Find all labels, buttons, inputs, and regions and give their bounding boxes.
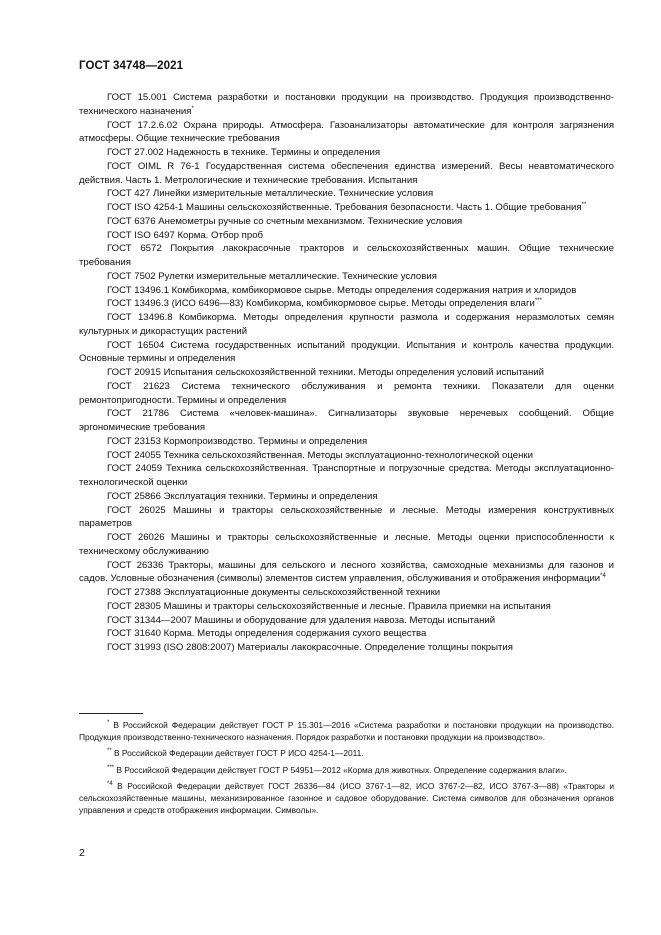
reference-code: ГОСТ 6572 — [107, 243, 162, 255]
reference-code: ГОСТ 26025 — [107, 504, 166, 516]
footnote-item — [79, 780, 614, 817]
reference-code: ГОСТ OIML R 76-1 — [107, 160, 200, 172]
reference-code: ГОСТ 23153 — [107, 435, 161, 447]
reference-title: Машины сельскохозяйственные. Требования безопасности. Часть 1. Общие требования — [186, 202, 582, 213]
reference-title: Комбикорма, комбикормовое сырье. Методы определения влаги — [246, 298, 535, 310]
footnote-text: В Российской Федерации действует ГОСТ 26336—84 (ИСО 3767-1—82, ИСО 3767-2—82, ИСО 3767-3—88) «Тракторы и сельскохозяйственные машины, механизированное газонное и садовое оборудование. Система символов для обозначения органов управления и средств отображения информации. Символы». — [79, 780, 615, 816]
footnote-item — [79, 719, 614, 743]
reference-item — [79, 641, 614, 655]
reference-title: Система «человек-машина». Сигнализаторы звуковые неречевых сообщений. Общие эргономические требования — [79, 408, 615, 433]
reference-title: Испытания сельскохозяйственной техники. Методы определения условий испытаний — [163, 367, 544, 378]
reference-item — [79, 600, 614, 614]
reference-item — [79, 614, 614, 628]
reference-code: ГОСТ 16504 — [107, 339, 165, 351]
reference-code: ГОСТ 27.002 — [107, 147, 164, 158]
reference-item — [79, 201, 614, 215]
footnotes-list — [79, 719, 614, 820]
reference-code: ГОСТ 25866 — [107, 490, 161, 502]
footnote-text: В Российской Федерации действует ГОСТ Р 15.301—2016 «Система разработки и постановки продукции на производство. Продукция производственно-технического назначения. Порядок разработки и постановки продукции на производство». — [79, 720, 615, 743]
reference-code: ГОСТ 7502 — [107, 270, 156, 282]
reference-item — [79, 229, 614, 243]
reference-title: Анемометры ручные со счетным механизмом. Технические условия — [158, 215, 463, 227]
reference-title: Система технического обслуживания и ремонта техники. Показатели для оценки ремонтопригодности. Термины и определения — [79, 380, 614, 406]
footnote-marker: ** — [581, 202, 587, 208]
reference-item — [79, 504, 614, 532]
reference-title: Система разработки и постановки продукции на производство. Продукция производственно-технического назначения — [79, 92, 614, 117]
page-number: 2 — [79, 847, 85, 859]
reference-item — [79, 531, 614, 559]
reference-title: Эксплуатационные документы сельскохозяйственной техники — [163, 587, 441, 598]
reference-code: ГОСТ 31344—2007 — [107, 614, 192, 626]
reference-title: Государственная система обеспечения единства измерений. Весы неавтоматического действия. Часть 1. Метрологические и технические требования. Испытания — [79, 160, 614, 186]
reference-code: ГОСТ 13496.1 — [107, 284, 169, 296]
reference-title: Корма. Методы определения содержания сухого вещества — [163, 628, 427, 640]
reference-item — [79, 339, 614, 367]
reference-title: Охрана природы. Атмосфера. Газоанализаторы автоматические для контроля загрязнения атмосферы. Общие технические требования — [79, 119, 615, 145]
reference-code: ГОСТ 27388 — [107, 587, 161, 598]
reference-code: ГОСТ 26026 — [107, 532, 165, 543]
reference-title: Корма. Отбор проб — [177, 229, 264, 241]
reference-item — [79, 559, 614, 587]
reference-item — [79, 215, 614, 229]
reference-title: Машины и оборудование для удаления навоза. Методы испытаний — [194, 614, 496, 626]
footnote-marker: * — [107, 720, 110, 726]
reference-item — [79, 366, 614, 380]
reference-code: ГОСТ ISO 4254-1 — [107, 202, 184, 213]
reference-code: ГОСТ 13496.8 — [107, 312, 173, 323]
reference-item — [79, 380, 614, 408]
reference-code: ГОСТ 6376 — [107, 215, 156, 227]
reference-code: ГОСТ 21786 — [107, 408, 170, 420]
reference-title: Покрытия лакокрасочные тракторов и сельскохозяйственных машин. Общие технические требования — [79, 243, 614, 268]
reference-title: Машины и тракторы сельскохозяйственные и лесные. Методы оценки приспособленности к техническому обслуживанию — [79, 532, 615, 557]
reference-title: Техника сельскохозяйственная. Методы эксплуатационно-технологической оценки — [163, 449, 533, 461]
reference-item — [79, 119, 614, 147]
reference-item — [79, 284, 614, 298]
reference-title: Материалы лакокрасочные. Определение толщины покрытия — [237, 642, 513, 653]
reference-code: ГОСТ ISO 6497 — [107, 229, 175, 241]
reference-item — [79, 297, 614, 311]
reference-title: Комбикорма, комбикормовое сырье. Методы определения содержания натрия и хлоридов — [171, 284, 577, 296]
reference-title: Тракторы, машины для сельского и лесного хозяйства, самоходные механизмы для газонов и садов. Условные обозначения (символы) элементов систем управления, обслуживания и отображения информации — [79, 559, 615, 585]
normative-references-list — [79, 91, 614, 655]
reference-title: Линейки измерительные металлические. Технические условия — [152, 188, 434, 200]
reference-item — [79, 187, 614, 201]
reference-item — [79, 449, 614, 463]
document-header: ГОСТ 34748—2021 — [79, 60, 184, 72]
reference-code: ГОСТ 21623 — [107, 380, 170, 392]
reference-item — [79, 462, 614, 490]
reference-code: ГОСТ 20915 — [107, 367, 161, 378]
reference-code: ГОСТ 31993 (ISO 2808:2007) — [107, 642, 235, 653]
reference-code: ГОСТ 28305 — [107, 600, 161, 612]
reference-item — [79, 270, 614, 284]
footnote-text: В Российской Федерации действует ГОСТ Р ИСО 4254-1—2011. — [114, 748, 364, 759]
footnote-marker: *4 — [600, 573, 606, 580]
reference-code: ГОСТ 26336 — [107, 559, 164, 571]
reference-title: Эксплуатация техники. Термины и определения — [163, 490, 378, 502]
reference-item — [79, 435, 614, 449]
reference-item — [79, 627, 614, 641]
reference-title: Система государственных испытаний продукции. Испытания и контроль качества продукции. Основные термины и определения — [79, 339, 614, 365]
footnote-marker: * — [191, 105, 194, 112]
footnote-marker: *** — [107, 764, 115, 771]
reference-item — [79, 586, 614, 600]
footnote-separator — [79, 713, 143, 714]
reference-item — [79, 311, 614, 339]
footnote-marker: *4 — [107, 780, 113, 787]
reference-item — [79, 160, 614, 188]
reference-code: ГОСТ 17.2.6.02 — [107, 119, 178, 131]
reference-title: Кормопроизводство. Термины и определения — [163, 435, 368, 447]
reference-item — [79, 91, 614, 119]
reference-item — [79, 242, 614, 270]
footnote-item — [79, 764, 614, 776]
footnote-item — [79, 747, 614, 759]
reference-title: Надежность в технике. Термины и определения — [166, 147, 381, 158]
footnote-marker: ** — [107, 748, 112, 755]
reference-title: Машины и тракторы сельскохозяйственные и лесные. Правила приемки на испытания — [163, 600, 551, 612]
reference-code: ГОСТ 13496.3 (ИСО 6496—83) — [107, 298, 244, 310]
reference-item — [79, 146, 614, 160]
reference-code: ГОСТ 31640 — [107, 628, 161, 640]
footnote-text: В Российской Федерации действует ГОСТ Р 54951—2012 «Корма для животных. Определение содержания влаги». — [116, 764, 567, 775]
footnote-marker: *** — [534, 298, 542, 305]
reference-code: ГОСТ 15.001 — [107, 92, 167, 103]
reference-title: Комбикорма. Методы определения крупности размола и содержания неразмолотых семян культурных и дикорастущих растений — [79, 312, 614, 337]
reference-code: ГОСТ 24059 — [107, 463, 163, 475]
reference-title: Техника сельскохозяйственная. Транспортные и погрузочные средства. Методы эксплуатационно-технологической оценки — [79, 463, 614, 488]
reference-title: Машины и тракторы сельскохозяйственные и лесные. Методы измерения конструктивных параметров — [79, 504, 614, 530]
reference-item — [79, 407, 614, 435]
reference-code: ГОСТ 24055 — [107, 449, 161, 461]
reference-title: Рулетки измерительные металлические. Технические условия — [158, 270, 437, 282]
reference-item — [79, 490, 614, 504]
reference-code: ГОСТ 427 — [107, 188, 151, 200]
